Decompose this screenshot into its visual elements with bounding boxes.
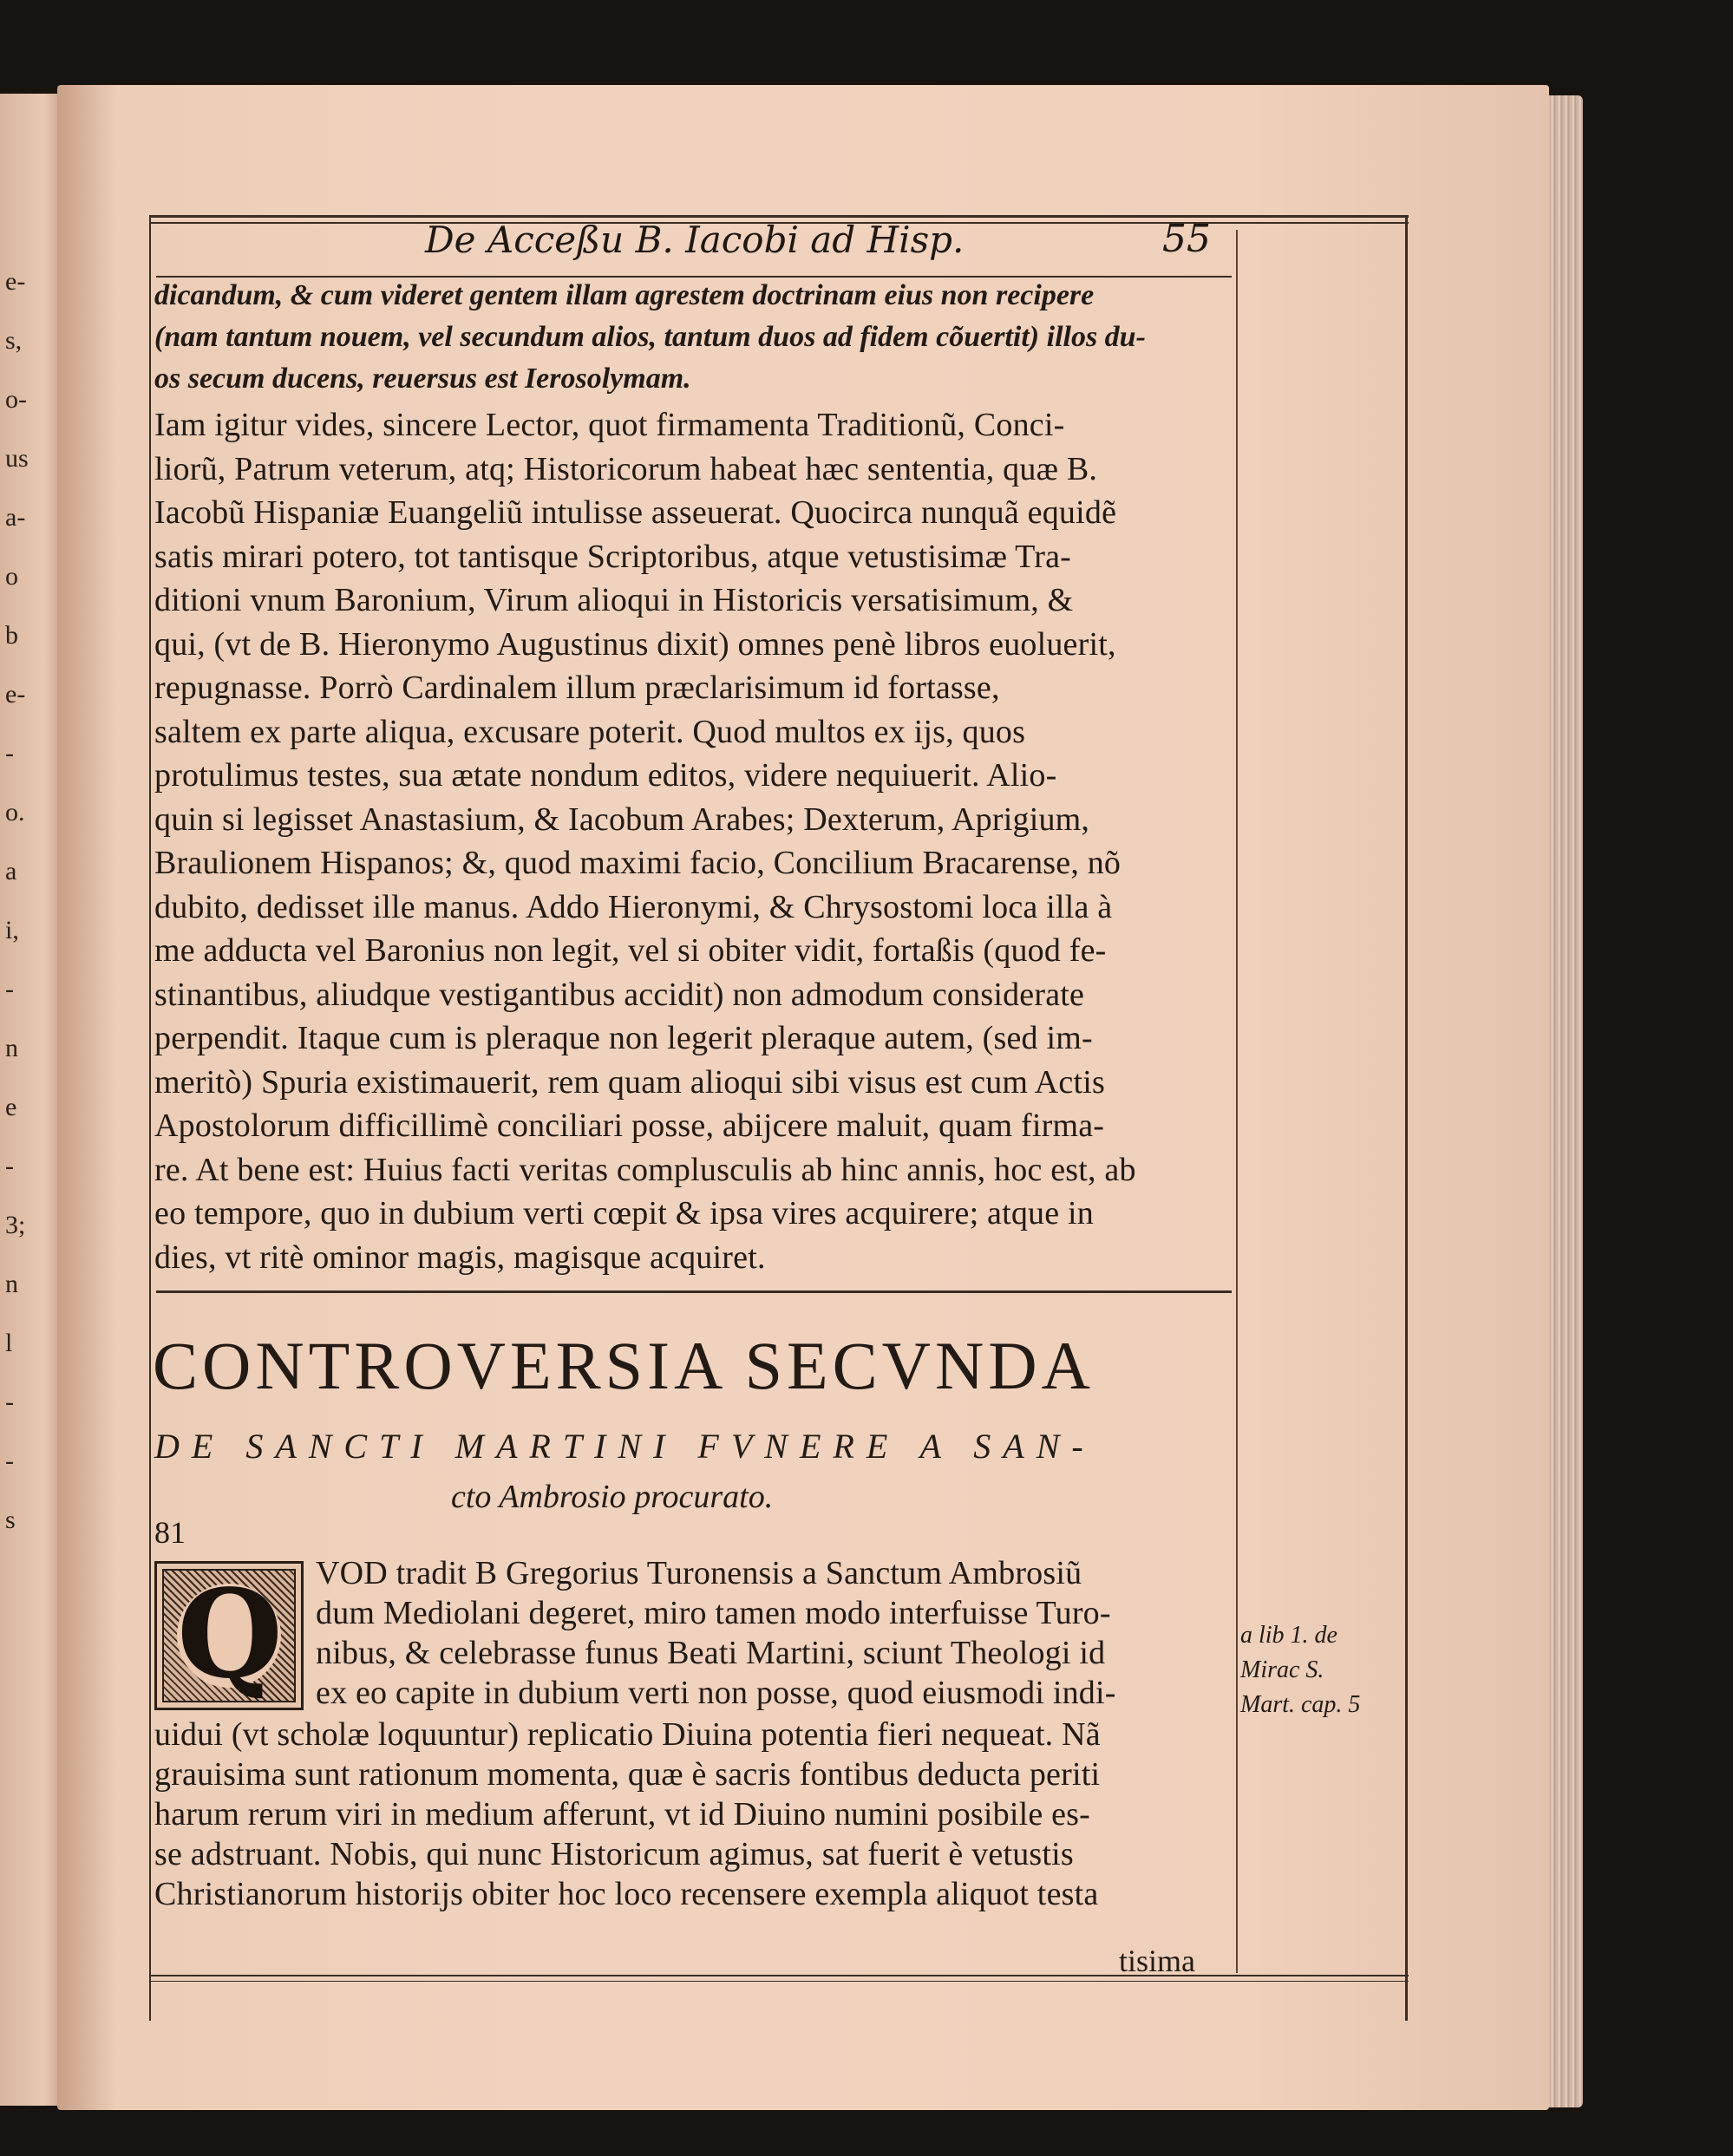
paragraph-line: ex eo capite in dubium verti non posse, quod eiusmodi indi-: [316, 1675, 1116, 1711]
facing-page-fragment: o: [5, 562, 18, 591]
body-text-line: dubito, dedisset ille manus. Addo Hieronymi, & Chrysostomi loca illa à: [154, 888, 1113, 925]
body-text-line: me adducta vel Baronius non legit, vel si obiter vidit, fortaßis (quod fe-: [154, 932, 1107, 969]
body-text-line: protulimus testes, sua ætate nondum editos, videre nequiuerit. Alio-: [154, 757, 1057, 794]
facing-page-fragment: us: [5, 444, 29, 473]
facing-page-fragment: i,: [5, 916, 19, 944]
quote-line: (nam tantum nouem, vel secundum alios, tantum duos ad fidem cõuertit) illos du-: [154, 321, 1146, 353]
facing-page-fragment: e-: [5, 267, 26, 296]
facing-page-fragment: a: [5, 857, 17, 885]
body-text-line: Iacobũ Hispaniæ Euangeliũ intulisse asseuerat. Quocirca nunquã equidẽ: [154, 494, 1117, 531]
body-text-line: Apostolorum difficillimè conciliari posse, abijcere maluit, quam firma-: [154, 1107, 1105, 1144]
section-subtitle: DE SANCTI MARTINI FVNERE A SAN-: [154, 1427, 1095, 1466]
paragraph-line: harum rerum viri in medium afferunt, vt id Diuino numini posibile es-: [154, 1796, 1091, 1833]
frame-rule-top: [149, 215, 1409, 218]
facing-page-fragment: a-: [5, 503, 26, 532]
paragraph-line: se adstruant. Nobis, qui nunc Historicum agimus, sat fuerit è vetustis: [154, 1836, 1074, 1872]
paragraph-line: dum Mediolani degeret, miro tamen modo interfuisse Turo-: [316, 1595, 1111, 1631]
frame-rule-bottom: [149, 1975, 1409, 1976]
body-text-line: perpendit. Itaque cum is pleraque non legerit pleraque autem, (sed im-: [154, 1020, 1093, 1056]
facing-page-fragment: 3;: [5, 1211, 26, 1239]
body-text-line: repugnasse. Porrò Cardinalem illum præclarisimum id fortasse,: [154, 670, 1000, 706]
paragraph-line: uidui (vt scholæ loquuntur) replicatio Diuina potentia fieri nequeat. Nã: [154, 1716, 1101, 1753]
body-text-line: eo tempore, quo in dubium verti cœpit & ipsa vires acquirere; atque in: [154, 1195, 1094, 1232]
body-text-line: re. At bene est: Huius facti veritas complusculis ab hinc annis, hoc est, ab: [154, 1151, 1136, 1188]
paragraph-line: Christianorum historijs obiter hoc loco recensere exempla aliquot testa: [154, 1876, 1099, 1912]
body-text-line: satis mirari potero, tot tantisque Scriptoribus, atque vetustisimæ Tra-: [154, 538, 1071, 575]
facing-page-fragment: e-: [5, 680, 26, 709]
paragraph-line: grauisima sunt rationum momenta, quæ è sacris fontibus deducta periti: [154, 1756, 1101, 1793]
running-head: De Acceßu B. Iacobi ad Hisp.: [425, 219, 965, 261]
facing-page-fragment: o-: [5, 385, 27, 414]
paragraph-line: nibus, & celebrasse funus Beati Martini, sciunt Theologi id: [316, 1635, 1106, 1671]
facing-page-fragment: l: [5, 1329, 13, 1357]
body-text-line: liorũ, Patrum veterum, atq; Historicorum habeat hæc sententia, quæ B.: [154, 450, 1098, 487]
dropcap-ornament: [162, 1564, 296, 1706]
margin-note-line: Mart. cap. 5: [1240, 1691, 1361, 1718]
facing-page-fragment: s: [5, 1506, 16, 1534]
margin-rule: [1236, 230, 1238, 1973]
section-separator-rule: [156, 1290, 1232, 1293]
section-subtitle-continued: cto Ambrosio procurato.: [451, 1479, 774, 1515]
body-text-line: saltem ex parte aliqua, excusare poterit. Quod multos ex ijs, quos: [154, 713, 1026, 750]
body-text-line: qui, (vt de B. Hieronymo Augustinus dixit) omnes penè libros euoluerit,: [154, 625, 1116, 663]
catchword: tisima: [1119, 1944, 1195, 1978]
frame-rule-left: [149, 217, 151, 2021]
facing-page-fragment: e: [5, 1093, 17, 1121]
page-number: 55: [1162, 217, 1211, 261]
facing-page-edge: [0, 94, 62, 2106]
facing-page-fragment: o.: [5, 798, 25, 826]
facing-page-fragment: b: [5, 621, 18, 650]
body-text-line: meritò) Spuria existimauerit, rem quam alioqui sibi visus est cum Actis: [154, 1063, 1105, 1101]
paragraph-number: 81: [154, 1515, 186, 1550]
frame-rule-right: [1405, 217, 1408, 2021]
body-text-line: dies, vt ritè ominor magis, magisque acquiret.: [154, 1238, 766, 1276]
facing-page-fragment: -: [5, 1447, 14, 1475]
margin-note-line: a lib 1. de: [1240, 1622, 1337, 1649]
facing-page-fragment: -: [5, 1152, 14, 1180]
body-text-line: quin si legisset Anastasium, & Iacobum Arabes; Dexterum, Aprigium,: [154, 800, 1090, 838]
paragraph-line: VOD tradit B Gregorius Turonensis a Sanctum Ambrosiũ: [316, 1555, 1082, 1591]
facing-page-fragment: -: [5, 975, 14, 1003]
body-text-line: Iam igitur vides, sincere Lector, quot firmamenta Traditionũ, Conci-: [154, 407, 1065, 443]
head-rule: [156, 276, 1232, 278]
body-text-line: Braulionem Hispanos; &, quod maximi facio, Concilium Bracarense, nõ: [154, 845, 1122, 881]
facing-page-fragment: n: [5, 1270, 18, 1298]
section-title: CONTROVERSIA SECVNDA: [153, 1328, 1095, 1403]
margin-note-line: Mirac S.: [1240, 1656, 1324, 1683]
facing-page-fragment: s,: [5, 326, 23, 355]
facing-page-fragment: n: [5, 1034, 18, 1062]
frame-rule-bottom-inner: [149, 1981, 1409, 1982]
dropcap-letter: Q: [177, 1564, 283, 1706]
quote-line: dicandum, & cum videret gentem illam agrestem doctrinam eius non recipere: [154, 279, 1095, 311]
dropcap-initial: [154, 1561, 304, 1710]
facing-page-fragment: -: [5, 739, 14, 768]
quote-line: os secum ducens, reuersus est Ierosolymam.: [154, 363, 691, 395]
body-text-line: ditioni vnum Baronium, Virum alioqui in Historicis versatisimum, &: [154, 582, 1074, 618]
body-text-line: stinantibus, aliudque vestigantibus accidit) non admodum considerate: [154, 976, 1085, 1013]
facing-page-fragment: -: [5, 1388, 14, 1416]
